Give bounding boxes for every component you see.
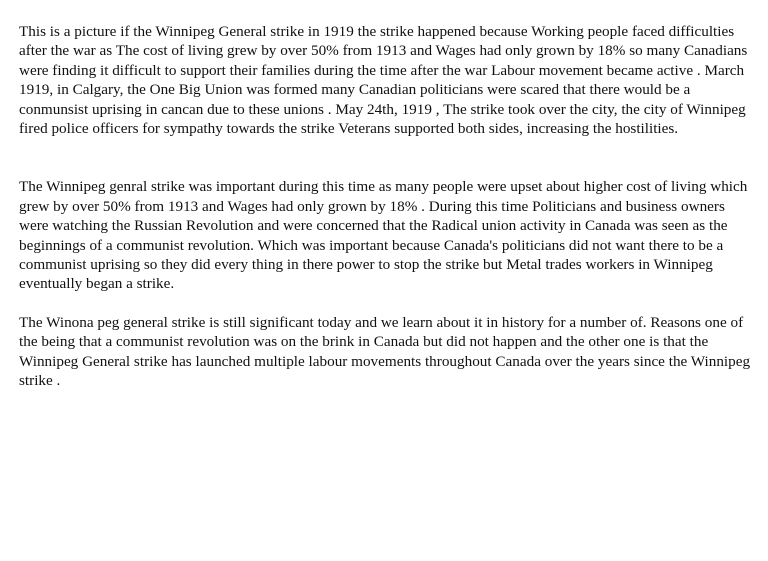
document-body bbox=[19, 22, 754, 391]
paragraph-1: This is a picture if the Winnipeg General strike in 1919 the strike happened because Working people faced difficulties after the war as The cost of living grew by over 50% from 1913 and Wages had only grown by 18% so many Canadians were finding it difficult to support their families during the time after the war Labour movement became active . March 1919, in Calgary, the One Big Union was formed many Canadian politicians were scared that there would be a conmunsist uprising in cancan due to these unions . May 24th, 1919 , The strike took over the city, the city of Winnipeg fired police officers for sympathy towards the strike Veterans supported both sides, increasing the hostilities. bbox=[19, 23, 748, 138]
paragraph-2: The Winnipeg genral strike was important during this time as many people were upset about higher cost of living which grew by over 50% from 1913 and Wages had only grown by 18% . During this time Politicians and business owners were watching the Russian Revolution and were concerned that the Radical union activity in Canada was seen as the beginnings of a communist revolution. Which was important because Canada's politicians did not want there to be a communist uprising so they did every thing in there power to stop the strike but Metal trades workers in Winnipeg eventually began a strike. bbox=[19, 178, 748, 293]
paragraph-3: The Winona peg general strike is still significant today and we learn about it in history for a number of. Reasons one of the being that a communist revolution was on the brink in Canada but did not happen and the other one is that the Winnipeg General strike has launched multiple labour movements throughout Canada over the years since the Winnipeg strike . bbox=[19, 313, 751, 390]
